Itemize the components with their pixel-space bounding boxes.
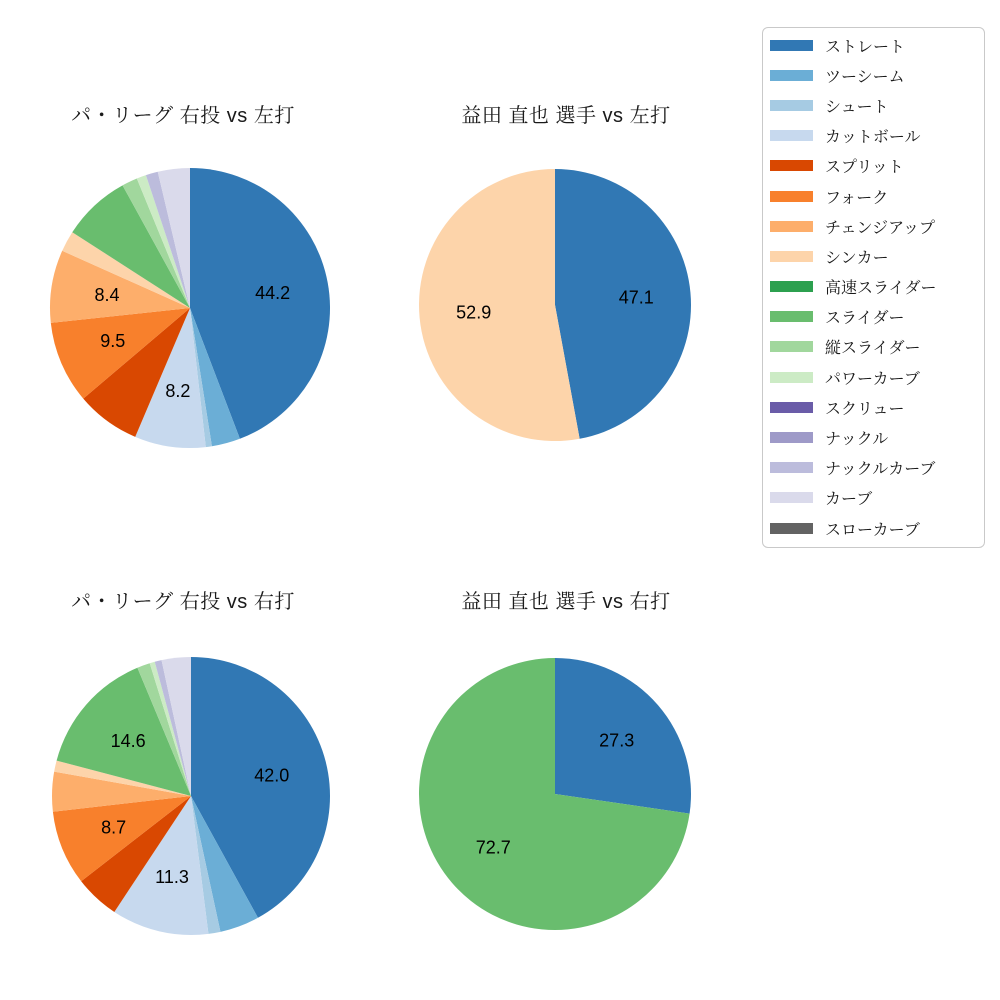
legend-label: スプリット xyxy=(825,159,904,177)
legend-label: ナックル xyxy=(825,431,889,449)
legend-item-11 xyxy=(763,332,984,362)
legend-label: ツーシーム xyxy=(825,68,905,86)
legend-swatch xyxy=(770,523,813,534)
legend-item-5 xyxy=(763,151,984,181)
legend-label: パワーカーブ xyxy=(825,370,920,388)
legend-item-4 xyxy=(763,121,984,151)
legend-swatch xyxy=(770,70,813,81)
pie-slice-pct-label: 8.4 xyxy=(94,284,120,305)
pie-slice-pct-label: 11.3 xyxy=(155,867,189,888)
legend-swatch xyxy=(770,130,813,141)
legend-label: カットボール xyxy=(825,129,921,147)
chart-title-league-vs-righty: パ・リーグ 右投 vs 右打 xyxy=(71,591,295,613)
pie-slice-pct-label: 14.6 xyxy=(110,731,146,752)
pie-slice-pct-label: 44.2 xyxy=(255,282,291,303)
legend-label: 高速スライダー xyxy=(825,280,937,298)
legend-swatch xyxy=(770,311,813,322)
legend-item-1 xyxy=(763,30,984,60)
legend-swatch xyxy=(770,402,813,413)
legend-label: スクリュー xyxy=(825,400,905,418)
legend xyxy=(762,27,985,548)
legend-swatch xyxy=(770,100,813,111)
legend-label: ナックルカーブ xyxy=(825,461,936,479)
legend-swatch xyxy=(770,372,813,383)
legend-swatch xyxy=(770,462,813,473)
legend-item-12 xyxy=(763,362,984,392)
legend-item-16 xyxy=(763,483,984,513)
legend-label: チェンジアップ xyxy=(825,219,936,237)
legend-label: 縦スライダー xyxy=(825,340,921,358)
chart-title-league-vs-lefty: パ・リーグ 右投 vs 左打 xyxy=(71,105,295,127)
legend-label: スローカーブ xyxy=(825,521,920,539)
pie-slice-pct-label: 8.7 xyxy=(101,817,127,838)
legend-label: シュート xyxy=(825,98,889,116)
chart-title-player-vs-lefty: 益田 直也 選手 vs 左打 xyxy=(461,105,671,127)
legend-item-13 xyxy=(763,392,984,422)
pie-slice-pct-label: 47.1 xyxy=(618,287,654,308)
pie-slice-pct-label: 52.9 xyxy=(456,302,492,323)
legend-label: シンカー xyxy=(825,249,889,267)
pie-chart-league-vs-lefty xyxy=(40,158,340,458)
pie-chart-player-vs-lefty xyxy=(405,155,705,455)
legend-label: ストレート xyxy=(825,38,906,56)
legend-item-6 xyxy=(763,181,984,211)
legend-swatch xyxy=(770,432,813,443)
legend-swatch xyxy=(770,341,813,352)
legend-swatch xyxy=(770,492,813,503)
pie-slice-pct-label: 42.0 xyxy=(254,765,290,786)
legend-item-17 xyxy=(763,513,984,543)
legend-swatch xyxy=(770,221,813,232)
pie-chart-player-vs-righty xyxy=(405,644,705,944)
legend-swatch xyxy=(770,160,813,171)
legend-item-10 xyxy=(763,302,984,332)
pie-slice-pct-label: 8.2 xyxy=(165,381,191,402)
chart-title-player-vs-righty: 益田 直也 選手 vs 右打 xyxy=(461,591,671,613)
legend-swatch xyxy=(770,251,813,262)
pie-chart-league-vs-righty xyxy=(41,646,341,946)
legend-item-15 xyxy=(763,453,984,483)
legend-item-2 xyxy=(763,60,984,90)
legend-item-14 xyxy=(763,422,984,452)
legend-item-3 xyxy=(763,90,984,120)
legend-item-9 xyxy=(763,272,984,302)
legend-label: フォーク xyxy=(825,189,889,207)
pie-slice-pct-label: 27.3 xyxy=(599,730,635,751)
legend-item-7 xyxy=(763,211,984,241)
legend-swatch xyxy=(770,191,813,202)
pie-slice-pct-label: 72.7 xyxy=(475,837,511,858)
pie-slice-pct-label: 9.5 xyxy=(100,331,126,352)
legend-swatch xyxy=(770,281,813,292)
legend-label: スライダー xyxy=(825,310,905,328)
legend-swatch xyxy=(770,40,813,51)
legend-label: カーブ xyxy=(825,491,873,509)
legend-item-8 xyxy=(763,241,984,271)
